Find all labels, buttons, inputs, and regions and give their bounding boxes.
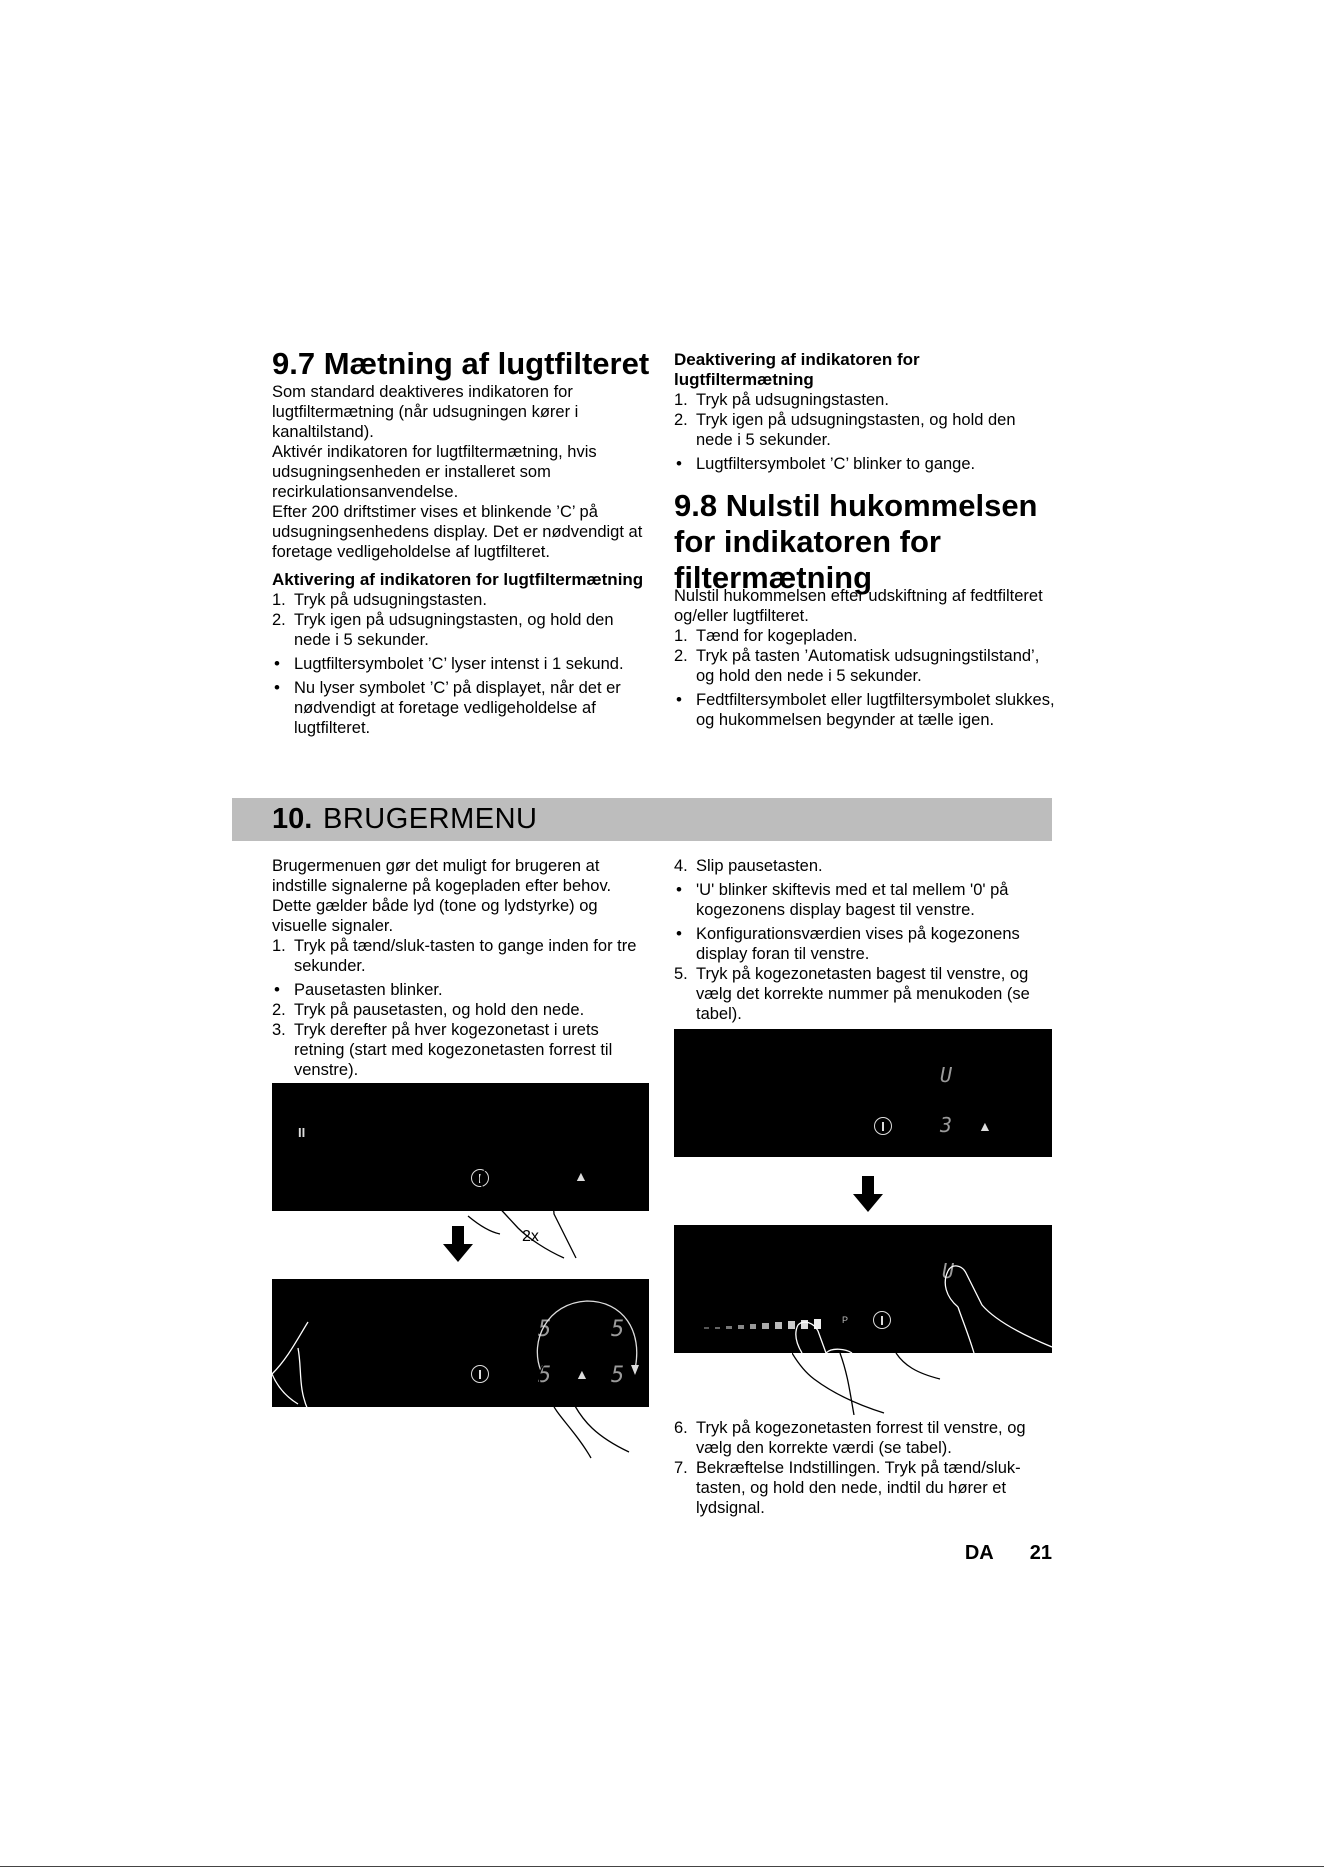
power-icon xyxy=(471,1365,489,1383)
zone-display: 5 xyxy=(538,1317,552,1342)
section-9-7-heading: 9.7 Mætning af lugtfilteret xyxy=(272,346,650,381)
pause-icon: II xyxy=(298,1125,306,1140)
bullet-item: • Pausetasten blinker. xyxy=(272,980,652,1000)
list-item: 7. Bekræftelse Indstillingen. Tryk på tænd/sluk-tasten, og hold den nede, indtil du hører et lydsignal. xyxy=(674,1459,1021,1517)
zone-display: U xyxy=(942,1259,955,1283)
list-item: 2. Tryk på tasten ’Automatisk udsugningstilstand’, og hold den nede i 5 sekunder. xyxy=(674,647,1040,685)
list-item: 2. Tryk igen på udsugningstasten, og hold den nede i 5 sekunder. xyxy=(272,611,614,649)
fan-icon: ▲ xyxy=(574,1168,588,1184)
list-item: 1. Tryk på tænd/sluk-tasten to gange inden for tre sekunder. xyxy=(272,937,637,975)
list-item: 5. Tryk på kogezonetasten bagest til venstre, og vælg det korrekte nummer på menukoden (se tabel). xyxy=(674,965,1030,1023)
deactivation-heading: Deaktivering af indikatoren for lugtfiltermætning xyxy=(674,350,920,389)
section-9-8-heading: 9.8 Nulstil hukommelsen for indikatoren for filtermætning xyxy=(674,488,1038,595)
list-item: 1. Tryk på udsugningstasten. xyxy=(674,391,889,409)
fan-icon: ▲ xyxy=(575,1366,589,1382)
list-item: 4. Slip pausetasten. xyxy=(674,857,823,875)
language-code: DA xyxy=(964,1542,994,1564)
hand-icon xyxy=(535,1360,635,1460)
list-item: 6. Tryk på kogezonetasten forrest til venstre, og vælg den korrekte værdi (se tabel). xyxy=(674,1419,1026,1457)
zone-display: 5 xyxy=(611,1317,625,1342)
hand-icon xyxy=(938,1253,1052,1353)
section-10-left-text xyxy=(272,856,652,1080)
paragraph: Efter 200 driftstimer vises et blinkende ’C’ på udsugningsenhedens display. Det er nødvendigt at foretage vedligeholdelse af lugtfilteret. xyxy=(272,503,643,561)
section-9-7-body xyxy=(272,382,652,738)
zone-display: U xyxy=(940,1063,953,1087)
section-number: 10. xyxy=(272,803,313,835)
activation-heading: Aktivering af indikatoren for lugtfiltermætning xyxy=(272,570,644,589)
deactivation-block xyxy=(674,350,1056,474)
arrow-down-icon xyxy=(853,1176,883,1212)
hand-icon xyxy=(792,1319,892,1353)
bullet-item: • Konfigurationsværdien vises på kogezonens display foran til venstre. xyxy=(674,924,1056,964)
page-footer xyxy=(965,1541,1052,1565)
paragraph: Brugermenuen gør det muligt for brugeren at indstille signalerne på kogepladen efter behov. Dette gælder både lyd (tone og lydstyrke) og visuelle signaler. xyxy=(272,857,612,935)
bullet-item: • 'U' blinker skiftevis med et tal mellem '0' på kogezonens display bagest til venstre. xyxy=(674,880,1056,920)
zone-display: 5 xyxy=(538,1363,552,1388)
list-item: 2. Tryk igen på udsugningstasten, og hold den nede i 5 sekunder. xyxy=(674,411,1016,449)
bullet-item: • Nu lyser symbolet ’C’ på displayet, når det er nødvendigt at foretage vedligeholdelse af lugtfilteret. xyxy=(272,678,652,738)
zone-display: 3 xyxy=(940,1113,953,1137)
list-item: 1. Tænd for kogepladen. xyxy=(674,627,858,645)
section-title: BRUGERMENU xyxy=(323,803,538,835)
list-item: 1. Tryk på udsugningstasten. xyxy=(272,591,487,609)
hand-icon xyxy=(268,1318,328,1413)
fan-icon: ▲ xyxy=(978,1118,992,1134)
p-label: P xyxy=(842,1315,849,1325)
times-label: 2x xyxy=(522,1228,539,1245)
bullet-item: • Lugtfiltersymbolet ’C’ lyser intenst i 1 sekund. xyxy=(272,654,652,674)
page-number: 21 xyxy=(1029,1542,1052,1564)
hand-icon xyxy=(792,1353,942,1415)
bullet-item: • Fedtfiltersymbolet eller lugtfiltersymbolet slukkes, og hukommelsen begynder at tælle igen. xyxy=(674,690,1056,730)
arrow-down-icon xyxy=(443,1226,473,1262)
steps-6-7 xyxy=(674,1418,1056,1518)
list-item: 2. Tryk på pausetasten, og hold den nede. xyxy=(272,1001,585,1019)
bullet-item: • Lugtfiltersymbolet ’C’ blinker to gange. xyxy=(674,454,1056,474)
section-10-bar xyxy=(232,798,1052,841)
hob-panel-figure-3 xyxy=(674,1029,1052,1157)
hob-panel-figure-4 xyxy=(674,1225,1052,1353)
page-bottom-rule xyxy=(0,1866,1324,1867)
zone-display: 5 xyxy=(611,1363,625,1388)
paragraph: Aktivér indikatoren for lugtfiltermætning, hvis udsugningsenheden er installeret som recirkulationsanvendelse. xyxy=(272,443,597,501)
power-icon xyxy=(874,1117,892,1135)
section-10-right-text xyxy=(674,856,1056,1024)
paragraph: Nulstil hukommelsen efter udskiftning af fedtfilteret og/eller lugtfilteret. xyxy=(674,587,1043,625)
list-item: 3. Tryk derefter på hver kogezonetast i urets retning (start med kogezonetasten forrest til venstre). xyxy=(272,1021,613,1079)
section-9-8-body xyxy=(674,586,1056,730)
hand-icon xyxy=(460,1158,620,1268)
paragraph: Som standard deaktiveres indikatoren for lugtfiltermætning (når udsugningen kører i kanaltilstand). xyxy=(272,383,579,441)
